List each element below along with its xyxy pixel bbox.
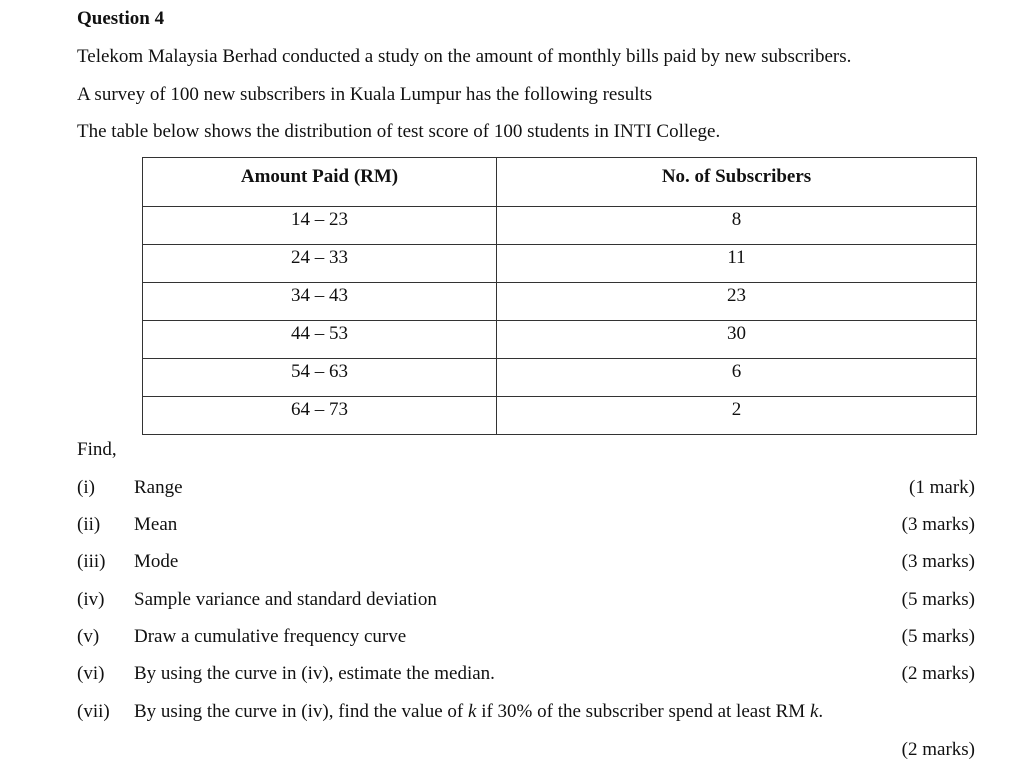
amount-cell: 44 – 53 [143,321,497,359]
question-title: Question 4 [77,8,165,29]
count-cell: 11 [497,245,977,283]
count-cell: 8 [497,207,977,245]
question-number: (iv) [77,589,105,610]
frequency-table [142,157,977,435]
question-text: By using the curve in (iv), find the value of k if 30% of the subscriber spend at least RM k. [134,701,824,722]
count-cell: 6 [497,359,977,397]
amount-cell: 24 – 33 [143,245,497,283]
question-number: (iii) [77,551,106,572]
question-marks: (5 marks) [901,589,975,610]
question-item-i [77,477,975,501]
question-marks: (3 marks) [901,551,975,572]
count-cell: 30 [497,321,977,359]
variable-k: k [468,701,477,722]
table-row [143,245,977,283]
question-item-vii [77,701,975,725]
question-text: Range [134,477,183,498]
question-number: (v) [77,626,100,647]
amount-cell: 34 – 43 [143,283,497,321]
table-header-row [143,158,977,207]
header-amount-paid: Amount Paid (RM) [143,158,497,207]
table-row [143,207,977,245]
question-text: Sample variance and standard deviation [134,589,437,610]
question-item-v [77,626,975,650]
question-marks: (2 marks) [901,663,975,684]
question-text: Mean [134,514,178,535]
question-number: (vii) [77,701,110,722]
question-item-ii [77,514,975,538]
header-subscribers: No. of Subscribers [497,158,977,207]
question-text: By using the curve in (iv), estimate the median. [134,663,495,684]
count-cell: 2 [497,397,977,435]
question-number: (ii) [77,514,101,535]
count-cell: 23 [497,283,977,321]
intro-paragraph-2: A survey of 100 new subscribers in Kuala Lumpur has the following results [77,84,653,105]
intro-paragraph-1: Telekom Malaysia Berhad conducted a study on the amount of monthly bills paid by new subscribers. [77,46,852,67]
question-marks: (3 marks) [901,514,975,535]
intro-paragraph-3: The table below shows the distribution of test score of 100 students in INTI College. [77,121,721,142]
question-item-iii [77,551,975,575]
question-item-iv [77,589,975,613]
amount-cell: 64 – 73 [143,397,497,435]
table-row [143,321,977,359]
question-text: Mode [134,551,179,572]
question-text: Draw a cumulative frequency curve [134,626,407,647]
table-row [143,283,977,321]
question-marks: (5 marks) [901,626,975,647]
question-number: (vi) [77,663,105,684]
table-row [143,359,977,397]
find-label: Find, [77,439,117,460]
question-marks: (1 mark) [909,477,975,498]
variable-k: k [809,701,819,722]
question-marks: (2 marks) [901,739,975,760]
question-number: (i) [77,477,95,498]
table-row [143,397,977,435]
amount-cell: 14 – 23 [143,207,497,245]
amount-cell: 54 – 63 [143,359,497,397]
question-item-vi [77,663,975,687]
